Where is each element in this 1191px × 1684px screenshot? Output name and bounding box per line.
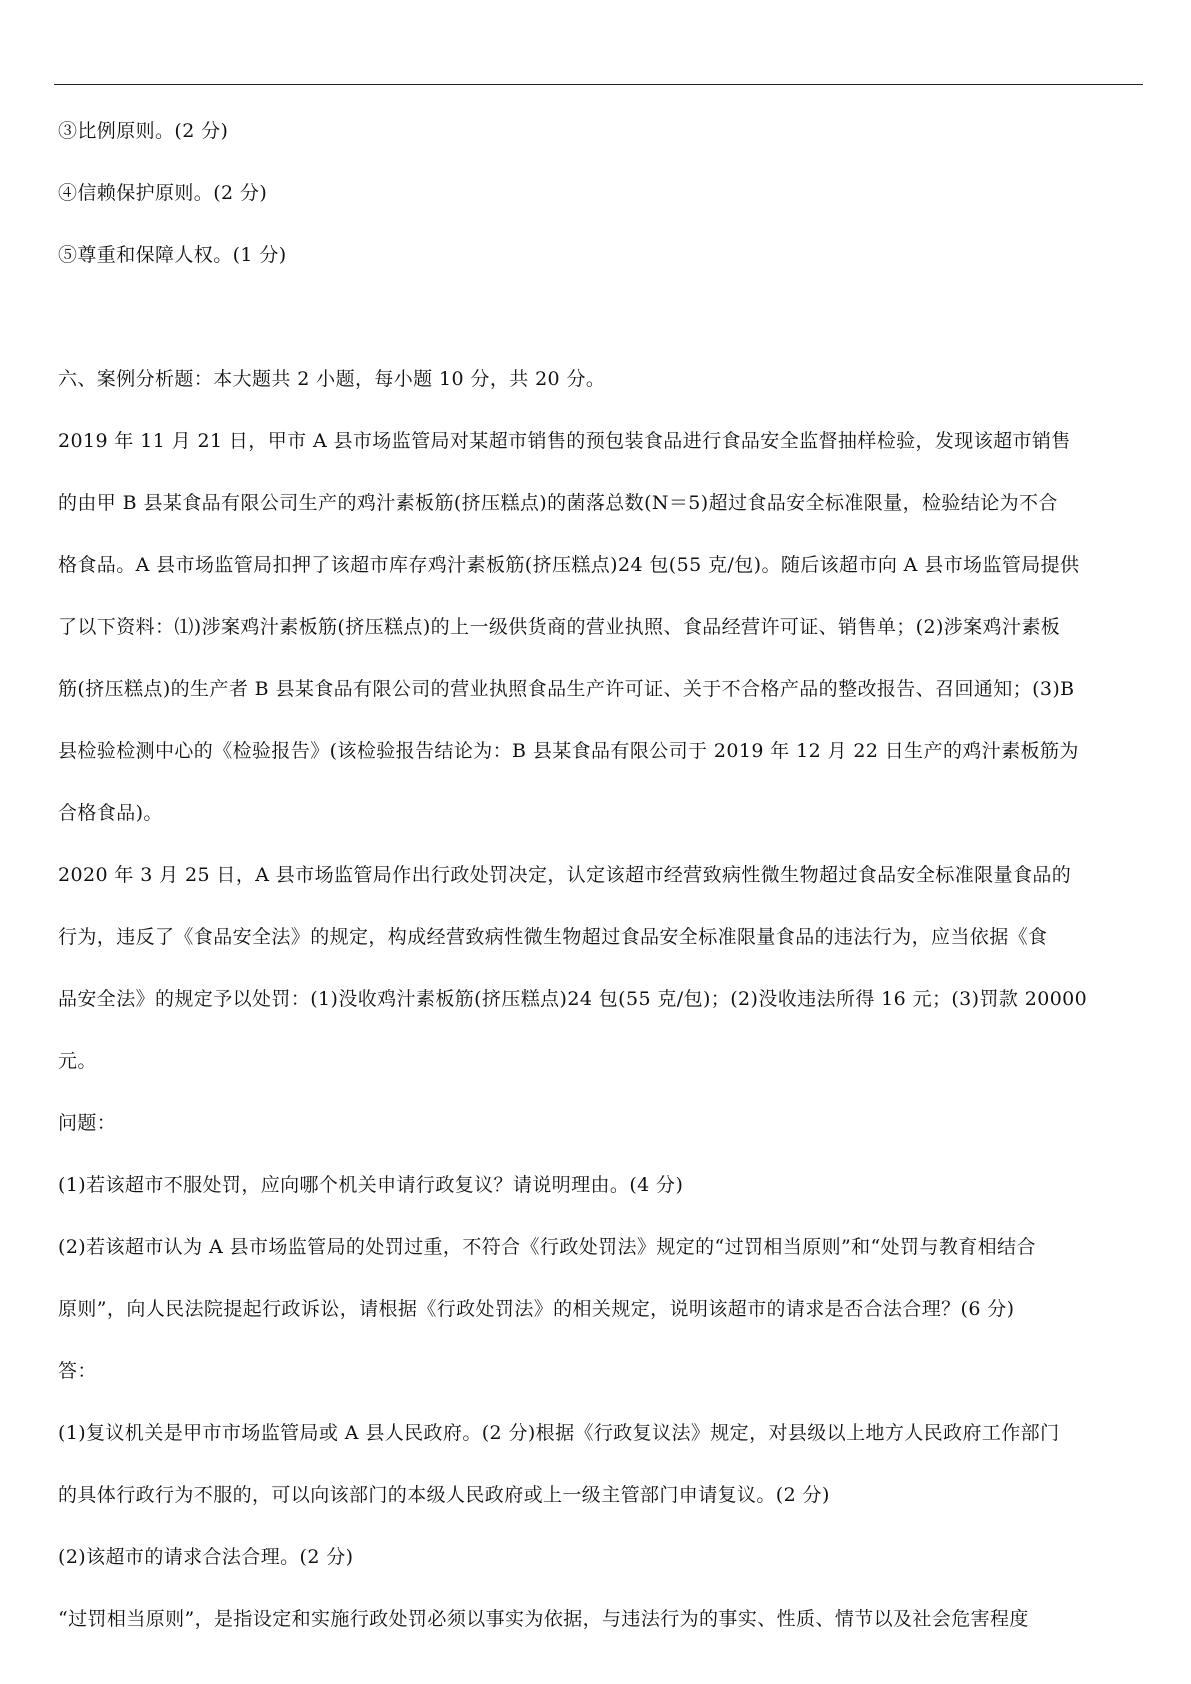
answer-item-3: ③比例原则。(2 分) [58, 120, 229, 142]
answer-2 [58, 1526, 1138, 1650]
text-line: (2)该超市的请求合法合理。(2 分) [58, 1546, 354, 1568]
question-2 [58, 1216, 1138, 1340]
text-line: 筋(挤压糕点)的生产者 B 县某食品有限公司的营业执照食品生产许可证、关于不合格产品的整改报告、召回通知；(3)B [58, 678, 1075, 700]
question-1: (1)若该超市不服处罚，应向哪个机关申请行政复议？请说明理由。(4 分) [58, 1174, 684, 1196]
text-line: 的具体行政行为不服的，可以向该部门的本级人民政府或上一级主管部门申请复议。(2 分) [58, 1484, 830, 1506]
text-line: (2)若该超市认为 A 县市场监管局的处罚过重，不符合《行政处罚法》规定的“过罚相当原则”和“处罚与教育相结合 [58, 1236, 1036, 1258]
answer-item-4: ④信赖保护原则。(2 分) [58, 182, 268, 204]
text-line: 了以下资料：⑴)涉案鸡汁素板筋(挤压糕点)的上一级供货商的营业执照、食品经营许可证、销售单；(2)涉案鸡汁素板 [58, 616, 1061, 638]
text-line: 元。 [58, 1050, 97, 1072]
text-line: 品安全法》的规定予以处罚：(1)没收鸡汁素板筋(挤压糕点)24 包(55 克/包)；(2)没收违法所得 16 元；(3)罚款 20000 [58, 988, 1088, 1010]
text-line: 2019 年 11 月 21 日，甲市 A 县市场监管局对某超市销售的预包装食品进行食品安全监督抽样检验，发现该超市销售 [58, 430, 1071, 452]
text-line: 的由甲 B 县某食品有限公司生产的鸡汁素板筋(挤压糕点)的菌落总数(N＝5)超过食品安全标准限量，检验结论为不合 [58, 492, 1058, 514]
text-line: 原则”，向人民法院提起行政诉讼，请根据《行政处罚法》的相关规定，说明该超市的请求是否合法合理？(6 分) [58, 1298, 1015, 1320]
document-body [58, 100, 1138, 1650]
text-line: 行为，违反了《食品安全法》的规定，构成经营致病性微生物超过食品安全标准限量食品的违法行为，应当依据《食 [58, 926, 1048, 948]
answer-item-5: ⑤尊重和保障人权。(1 分) [58, 244, 287, 266]
questions-label: 问题： [58, 1112, 117, 1134]
section-title: 六、案例分析题：本大题共 2 小题，每小题 10 分，共 20 分。 [58, 368, 606, 390]
answer-1 [58, 1402, 1138, 1526]
header-rule [54, 84, 1143, 85]
text-line: 县检验检测中心的《检验报告》(该检验报告结论为：B 县某食品有限公司于 2019 年 12 月 22 日生产的鸡汁素板筋为 [58, 740, 1079, 762]
text-line: 2020 年 3 月 25 日，A 县市场监管局作出行政处罚决定，认定该超市经营致病性微生物超过食品安全标准限量食品的 [58, 864, 1072, 886]
spacer [58, 286, 1138, 348]
case-paragraph-2 [58, 844, 1138, 1092]
answer-label: 答： [58, 1360, 97, 1382]
text-line: (1)复议机关是甲市市场监管局或 A 县人民政府。(2 分)根据《行政复议法》规定，对县级以上地方人民政府工作部门 [58, 1422, 1060, 1444]
case-paragraph-1 [58, 410, 1138, 844]
text-line: 合格食品)。 [58, 802, 163, 824]
text-line: “过罚相当原则”，是指设定和实施行政处罚必须以事实为依据，与违法行为的事实、性质、情节以及社会危害程度 [58, 1608, 1029, 1630]
text-line: 格食品。A 县市场监管局扣押了该超市库存鸡汁素板筋(挤压糕点)24 包(55 克/包)。随后该超市向 A 县市场监管局提供 [58, 554, 1080, 576]
